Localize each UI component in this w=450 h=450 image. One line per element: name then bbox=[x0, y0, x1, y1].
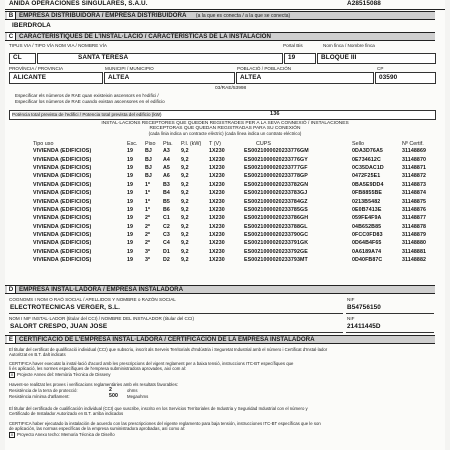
unit-cups-cell: ES0021000020233788GL bbox=[244, 223, 308, 230]
unit-piso-cell: 2º bbox=[145, 223, 151, 230]
section-b-header bbox=[5, 11, 435, 20]
unit-tension-cell: 1X230 bbox=[209, 148, 225, 155]
unit-tipo-uso-cell: VIVIENDA (EDIFICIOS) bbox=[33, 156, 92, 163]
cert-paragraph-2b: li és aplicació, les normes específiques de l'empresa subministradora aprovades, així com al: bbox=[9, 366, 187, 371]
distributor-field bbox=[9, 22, 434, 30]
unit-piso-cell: 2º bbox=[145, 215, 151, 222]
installer-nif-label: NIF bbox=[347, 297, 355, 302]
unit-cups-cell: ES0021000020233786GH bbox=[244, 215, 309, 222]
cp-label: CP bbox=[377, 66, 384, 71]
unit-tipo-uso-cell: VIVIENDA (EDIFICIOS) bbox=[33, 248, 92, 255]
unit-sello-cell: 0E0B7413E bbox=[352, 206, 382, 213]
unit-sello-cell: 0E734612C bbox=[352, 156, 381, 163]
provincia-label: PROVÍNCIA / PROVINCIA bbox=[9, 66, 64, 71]
unit-piso-cell: BJ bbox=[145, 173, 152, 180]
total-power-value: 136 bbox=[270, 111, 280, 117]
unit-esc-cell: 19 bbox=[127, 215, 134, 222]
section-d-header bbox=[5, 285, 435, 294]
col-tipo-uso: Tipo uso bbox=[33, 140, 54, 147]
unit-tension-cell: 1X230 bbox=[209, 173, 225, 180]
unit-piso-cell: 1º bbox=[145, 181, 151, 188]
unit-sello-cell: 059FE4F9A bbox=[352, 215, 382, 222]
unit-piso-cell: BJ bbox=[145, 156, 152, 163]
unit-piso-cell: 1º bbox=[145, 206, 151, 213]
unit-pta-cell: B4 bbox=[163, 190, 170, 197]
portal-field bbox=[284, 53, 316, 64]
unit-sello-cell: 0FB8855BE bbox=[352, 190, 383, 197]
cp-field bbox=[375, 72, 436, 84]
cert-paragraph-1b: Autoritzat en B.T. dalt indicats bbox=[9, 352, 66, 357]
unit-tension-cell: 1X230 bbox=[209, 232, 225, 239]
unit-row bbox=[19, 189, 443, 197]
unit-certif-cell: 31148877 bbox=[402, 215, 427, 222]
unit-row bbox=[19, 223, 443, 231]
unit-cups-cell: ES0021000020233782GN bbox=[244, 181, 309, 188]
unit-pi-cell: 9,2 bbox=[181, 240, 189, 247]
cert-paragraph-1a: El titular del certificat de qualificació individual (CCI) que subscriu, inscrit als Serveis Territorials d'Indústria i Seguretat Industrial amb el número i Certificat d'Instal·lador bbox=[9, 347, 328, 352]
col-cups: CUPS bbox=[256, 140, 271, 147]
unit-pta-cell: A4 bbox=[163, 156, 170, 163]
unit-row bbox=[19, 147, 443, 155]
unit-esc-cell: 19 bbox=[127, 164, 134, 171]
unit-pi-cell: 9,2 bbox=[181, 156, 189, 163]
finca-field bbox=[317, 53, 436, 64]
unit-tension-cell: 1X230 bbox=[209, 156, 225, 163]
unit-esc-cell: 19 bbox=[127, 156, 134, 163]
cert-option-row-1-text: Projecte Annex del: Memòria Tècnica de Disseny bbox=[17, 372, 111, 378]
unit-cups-cell: ES0021000020233785GS bbox=[244, 206, 308, 213]
unit-sello-cell: 0FCC0FD83 bbox=[352, 232, 383, 239]
finca-value: BLOQUE III bbox=[321, 54, 357, 61]
unit-piso-cell: 2º bbox=[145, 240, 151, 247]
unit-esc-cell: 19 bbox=[127, 173, 134, 180]
section-c-letter: C bbox=[7, 33, 16, 40]
col-pi: P.I. (kW) bbox=[181, 140, 202, 147]
unit-pta-cell: B3 bbox=[163, 181, 170, 188]
header bbox=[5, 0, 445, 10]
installer-nif-value: B54756150 bbox=[347, 304, 381, 311]
section-b-title: EMPRESA DISTRIBUIDORA / EMPRESA DISTRIBUIDORA bbox=[19, 12, 187, 19]
tipo-via-field bbox=[9, 53, 36, 64]
unit-tipo-uso-cell: VIVIENDA (EDIFICIOS) bbox=[33, 232, 92, 239]
municipio-value: ALTEA bbox=[108, 74, 130, 81]
unit-row bbox=[19, 248, 443, 256]
unit-pi-cell: 9,2 bbox=[181, 206, 189, 213]
unit-pta-cell: C1 bbox=[163, 215, 170, 222]
unit-certif-cell: 31148881 bbox=[402, 248, 427, 255]
earth-resistance-value: 2 bbox=[109, 387, 112, 393]
unit-piso-cell: 1º bbox=[145, 198, 151, 205]
total-power-row bbox=[9, 110, 436, 120]
unit-tipo-uso-cell: VIVIENDA (EDIFICIOS) bbox=[33, 190, 92, 197]
unit-tension-cell: 1X230 bbox=[209, 164, 225, 171]
unit-tipo-uso-cell: VIVIENDA (EDIFICIOS) bbox=[33, 164, 92, 171]
installer-company-label: COGNOMS I NOM O RAÓ SOCIAL / APELLIDOS Y NOMBRE o RAZÓN SOCIAL bbox=[9, 297, 176, 302]
unit-cups-cell: ES0021000020233793MT bbox=[244, 257, 308, 264]
unit-piso-cell: 2º bbox=[145, 232, 151, 239]
municipio-field bbox=[104, 72, 235, 84]
installer-name-label: NOM I NIF INSTAL·LADOR (titular del CCI) / NOMBRE DEL INSTALADOR (titular del CCI) bbox=[9, 316, 194, 321]
unit-tipo-uso-cell: VIVIENDA (EDIFICIOS) bbox=[33, 181, 92, 188]
unit-tension-cell: 1X230 bbox=[209, 181, 225, 188]
unit-esc-cell: 19 bbox=[127, 232, 134, 239]
proyecto-checkbox[interactable]: X bbox=[10, 432, 14, 437]
municipio-label: MUNICIPI / MUNICIPIO bbox=[105, 66, 154, 71]
unit-pta-cell: A6 bbox=[163, 173, 170, 180]
unit-esc-cell: 19 bbox=[127, 198, 134, 205]
unit-pi-cell: 9,2 bbox=[181, 223, 189, 230]
unit-pi-cell: 9,2 bbox=[181, 148, 189, 155]
unit-certif-cell: 31148873 bbox=[402, 181, 427, 188]
unit-tension-cell: 1X230 bbox=[209, 240, 225, 247]
unit-esc-cell: 19 bbox=[127, 181, 134, 188]
section-e-header bbox=[5, 335, 435, 344]
unit-pta-cell: D2 bbox=[163, 257, 170, 264]
unit-pi-cell: 9,2 bbox=[181, 257, 189, 264]
unit-row bbox=[19, 231, 443, 239]
unit-tipo-uso-cell: VIVIENDA (EDIFICIOS) bbox=[33, 148, 92, 155]
unit-pi-cell: 9,2 bbox=[181, 173, 189, 180]
unit-row bbox=[19, 197, 443, 205]
unit-piso-cell: BJ bbox=[145, 148, 152, 155]
unit-esc-cell: 19 bbox=[127, 148, 134, 155]
unit-cups-cell: ES0021000020233790GC bbox=[244, 232, 309, 239]
unit-pi-cell: 9,2 bbox=[181, 248, 189, 255]
unit-cups-cell: ES0021000020233791GK bbox=[244, 240, 309, 247]
finca-label: Nom finca / Nombre finca bbox=[323, 43, 375, 48]
cert-paragraph-5a: CERTIFICA haber ejecutado la instalación de acuerdo con las prescripciones del vigente reglamento para baja tensión, instrucciones ITC-BT específicas que le son bbox=[9, 421, 321, 426]
unit-sello-cell: 0BA5E9DD4 bbox=[352, 181, 384, 188]
unit-pta-cell: A3 bbox=[163, 148, 170, 155]
boletin-document bbox=[5, 0, 445, 450]
unit-pta-cell: D1 bbox=[163, 248, 170, 255]
provincia-field bbox=[9, 72, 103, 84]
unit-sello-cell: 0472F25E1 bbox=[352, 173, 381, 180]
section-c-header bbox=[5, 32, 435, 41]
unit-sello-cell: 04B652B85 bbox=[352, 223, 382, 230]
company-name: ANIDA OPERACIONES SINGULARES, S.A.U. bbox=[9, 0, 148, 7]
units-caption-2: RECEPTORAS QUE QUEDAN REGISTRADAS PARA SU CONEXIÓN bbox=[149, 126, 301, 131]
unit-tension-cell: 1X230 bbox=[209, 215, 225, 222]
unit-pi-cell: 9,2 bbox=[181, 164, 189, 171]
cert-option-row-2 bbox=[9, 432, 115, 438]
col-esc: Esc. bbox=[127, 140, 138, 147]
section-d-letter: D bbox=[7, 286, 16, 293]
unit-tension-cell: 1X230 bbox=[209, 248, 225, 255]
unit-cups-cell: ES0021000020233784GZ bbox=[244, 198, 308, 205]
unit-esc-cell: 19 bbox=[127, 206, 134, 213]
unit-row bbox=[19, 172, 443, 180]
portal-label: Portal Bis bbox=[283, 43, 303, 48]
unit-row bbox=[19, 164, 443, 172]
unit-tipo-uso-cell: VIVIENDA (EDIFICIOS) bbox=[33, 215, 92, 222]
cp-value: 03590 bbox=[379, 74, 398, 81]
provincia-value: ALICANTE bbox=[13, 74, 47, 81]
cert-paragraph-2a: CERTIFICA haver executat la instal·lació d'acord amb les prescripcions del vigent reglament per a baixa tensió, instruccions ITC-BT específiques que bbox=[9, 361, 294, 366]
unit-tipo-uso-cell: VIVIENDA (EDIFICIOS) bbox=[33, 240, 92, 247]
unit-pta-cell: C4 bbox=[163, 240, 170, 247]
unit-tension-cell: 1X230 bbox=[209, 257, 225, 264]
poblacion-field bbox=[236, 72, 374, 84]
unit-esc-cell: 19 bbox=[127, 257, 134, 264]
unit-esc-cell: 19 bbox=[127, 223, 134, 230]
unit-pi-cell: 9,2 bbox=[181, 232, 189, 239]
total-power-label: Potència total prevista de l'edifici / Potencia total prevista del edificio (kW) bbox=[12, 112, 162, 117]
unit-tension-cell: 1X230 bbox=[209, 198, 225, 205]
unit-esc-cell: 19 bbox=[127, 240, 134, 247]
unit-cups-cell: ES0021000020233776GY bbox=[244, 156, 308, 163]
unit-esc-cell: 19 bbox=[127, 248, 134, 255]
col-piso: Piso bbox=[145, 140, 156, 147]
section-c-title: CARACTERÍSTIQUES DE L'INSTAL·LACIÓ / CARACTERÍSTICAS DE LA INSTALACIÓN bbox=[19, 33, 271, 40]
unit-pi-cell: 9,2 bbox=[181, 215, 189, 222]
col-certif: Nº Certif. bbox=[402, 140, 424, 147]
unit-pta-cell: C2 bbox=[163, 223, 170, 230]
unit-certif-cell: 31148869 bbox=[402, 148, 427, 155]
unit-tipo-uso-cell: VIVIENDA (EDIFICIOS) bbox=[33, 223, 92, 230]
unit-row bbox=[19, 155, 443, 163]
unit-sello-cell: 0D64B4F65 bbox=[352, 240, 382, 247]
unit-certif-cell: 31148870 bbox=[402, 156, 427, 163]
unit-pi-cell: 9,2 bbox=[181, 198, 189, 205]
section-d-title: EMPRESA INSTAL·LADORA / EMPRESA INSTALADORA bbox=[19, 286, 184, 293]
poblacion-label: POBLACIÓ / POBLACIÓN bbox=[237, 66, 292, 71]
installer-nif2-label: NIF bbox=[347, 316, 355, 321]
unit-piso-cell: 3º bbox=[145, 257, 151, 264]
unit-tipo-uso-cell: VIVIENDA (EDIFICIOS) bbox=[33, 206, 92, 213]
col-tension: T (V) bbox=[209, 140, 221, 147]
installer-nif2-field bbox=[346, 323, 434, 333]
unit-certif-cell: 31148872 bbox=[402, 173, 427, 180]
unit-sello-cell: 0A6189A74 bbox=[352, 248, 382, 255]
tipo-via-value: CL bbox=[13, 54, 22, 61]
cert-paragraph-4b: Certificado de Instalador Autorizado en B.T. arriba indicados bbox=[9, 411, 124, 416]
unit-sello-cell: 0DA3D76A5 bbox=[352, 148, 383, 155]
nombre-via-value: SANTA TERESA bbox=[78, 54, 129, 61]
unit-cups-cell: ES0021000020233792GE bbox=[244, 248, 308, 255]
cert-paragraph-3: Havent-se realitzat les proves i verificacions reglamentàries amb els resultats favorables: bbox=[9, 382, 179, 387]
distributor-value: IBERDROLA bbox=[12, 22, 51, 29]
unit-row bbox=[19, 256, 443, 264]
unit-piso-cell: 1º bbox=[145, 190, 151, 197]
cert-paragraph-4a: El titular del certificado de cualificación individual (CCI) que suscribe, inscrito en los Servicios Territoriales de Industria y Seguridad Industrial con el número y bbox=[9, 406, 308, 411]
unit-tension-cell: 1X230 bbox=[209, 190, 225, 197]
insulation-resistance-label: Resistència mínima d'aïllament: bbox=[9, 394, 70, 399]
unit-certif-cell: 31148875 bbox=[402, 198, 427, 205]
col-pta: Pta. bbox=[163, 140, 173, 147]
rae-note-2: Especificar los números de RAE cuando existan ascensores en el edificio bbox=[15, 99, 165, 104]
section-e-letter: E bbox=[7, 336, 16, 343]
unit-piso-cell: BJ bbox=[145, 164, 152, 171]
rae-note-1: Especificar els números de RAE quan existeixin ascensors en l'edifici / bbox=[15, 93, 159, 98]
unit-pta-cell: C3 bbox=[163, 232, 170, 239]
unit-sello-cell: 0C35DAC1D bbox=[352, 164, 384, 171]
unit-pta-cell: B6 bbox=[163, 206, 170, 213]
street-labels: TIPUS VIA / TIPO VÍA NOM VIA / NOMBRE VÍA bbox=[9, 43, 107, 48]
unit-certif-cell: 31148882 bbox=[402, 257, 427, 264]
unit-pta-cell: A5 bbox=[163, 164, 170, 171]
unit-cups-cell: ES0021000020233783GJ bbox=[244, 190, 308, 197]
unit-cups-cell: ES0021000020233776GM bbox=[244, 148, 309, 155]
unit-certif-cell: 31148879 bbox=[402, 232, 427, 239]
unit-row bbox=[19, 214, 443, 222]
units-table bbox=[19, 140, 443, 264]
cert-option-row-1 bbox=[9, 372, 111, 378]
unit-row bbox=[19, 239, 443, 247]
section-e-title: CERTIFICACIÓ DE L'EMPRESA INSTAL·LADORA / CERTIFICACIÓN DE LA EMPRESA INSTALADORA bbox=[19, 336, 315, 343]
rae-code: 03/RAE/53998 bbox=[215, 86, 247, 91]
nombre-via-field bbox=[37, 53, 283, 64]
unit-row bbox=[19, 206, 443, 214]
installer-company-field bbox=[9, 304, 343, 314]
units-caption-3: (cada línia indica un contracte elèctric) (cada línea indica un contrato eléctrico) bbox=[148, 131, 302, 136]
unit-pi-cell: 9,2 bbox=[181, 190, 189, 197]
unit-certif-cell: 31148876 bbox=[402, 206, 427, 213]
projecte-checkbox[interactable]: X bbox=[10, 372, 14, 377]
unit-cups-cell: ES0021000020233777GF bbox=[244, 164, 308, 171]
unit-row bbox=[19, 181, 443, 189]
unit-esc-cell: 19 bbox=[127, 190, 134, 197]
unit-certif-cell: 31148880 bbox=[402, 240, 427, 247]
cert-option-row-2-text: Proyecto Anexo techo: Memoria Técnica de Diseño bbox=[17, 432, 115, 438]
unit-certif-cell: 31148878 bbox=[402, 223, 427, 230]
unit-tipo-uso-cell: VIVIENDA (EDIFICIOS) bbox=[33, 173, 92, 180]
unit-pi-cell: 9,2 bbox=[181, 181, 189, 188]
unit-tipo-uso-cell: VIVIENDA (EDIFICIOS) bbox=[33, 198, 92, 205]
unit-sello-cell: 0213B5482 bbox=[352, 198, 381, 205]
unit-piso-cell: 3º bbox=[145, 248, 151, 255]
cert-paragraph-5b: de aplicación, las normas específicas de la empresa suministradora aprobadas, así como al: bbox=[9, 426, 186, 431]
section-b-letter: B bbox=[7, 12, 16, 19]
installer-nif2-value: 21411445D bbox=[347, 323, 381, 330]
installer-name-field bbox=[9, 323, 343, 333]
installer-company-value: ELECTROTECNICAS VERGER, S.L. bbox=[10, 304, 121, 311]
unit-certif-cell: 31148874 bbox=[402, 190, 427, 197]
insulation-resistance-value: 500 bbox=[109, 393, 118, 399]
installer-name-value: SALORT CRESPO, JUAN JOSE bbox=[10, 323, 108, 330]
unit-cups-cell: ES0021000020233778GP bbox=[244, 173, 308, 180]
section-b-note: (a la que es conecta / a la que se conecta) bbox=[195, 13, 291, 19]
unit-pta-cell: B5 bbox=[163, 198, 170, 205]
insulation-resistance-row bbox=[9, 393, 149, 400]
unit-tipo-uso-cell: VIVIENDA (EDIFICIOS) bbox=[33, 257, 92, 264]
unit-certif-cell: 31148871 bbox=[402, 164, 427, 171]
insulation-resistance-unit: Megaohms bbox=[127, 394, 149, 399]
unit-tension-cell: 1X230 bbox=[209, 206, 225, 213]
col-sello: Sello bbox=[352, 140, 364, 147]
units-caption-1: INSTAL·LACIONS RECEPTORES QUE QUEDEN REGISTRADES PER A LA SEVA CONNEXIÓ / INSTALACIONES bbox=[101, 121, 349, 126]
unit-sello-cell: 0D40FB87C bbox=[352, 257, 383, 264]
portal-value: 19 bbox=[288, 54, 296, 61]
units-header-row bbox=[19, 140, 443, 147]
installer-nif-field bbox=[346, 304, 434, 314]
poblacion-value: ALTEA bbox=[240, 74, 262, 81]
unit-tension-cell: 1X230 bbox=[209, 223, 225, 230]
document-number: A28515088 bbox=[347, 0, 381, 7]
earth-resistance-label: Resistència de la terra de protecció: bbox=[9, 388, 78, 393]
earth-resistance-unit: ohms bbox=[127, 388, 138, 393]
